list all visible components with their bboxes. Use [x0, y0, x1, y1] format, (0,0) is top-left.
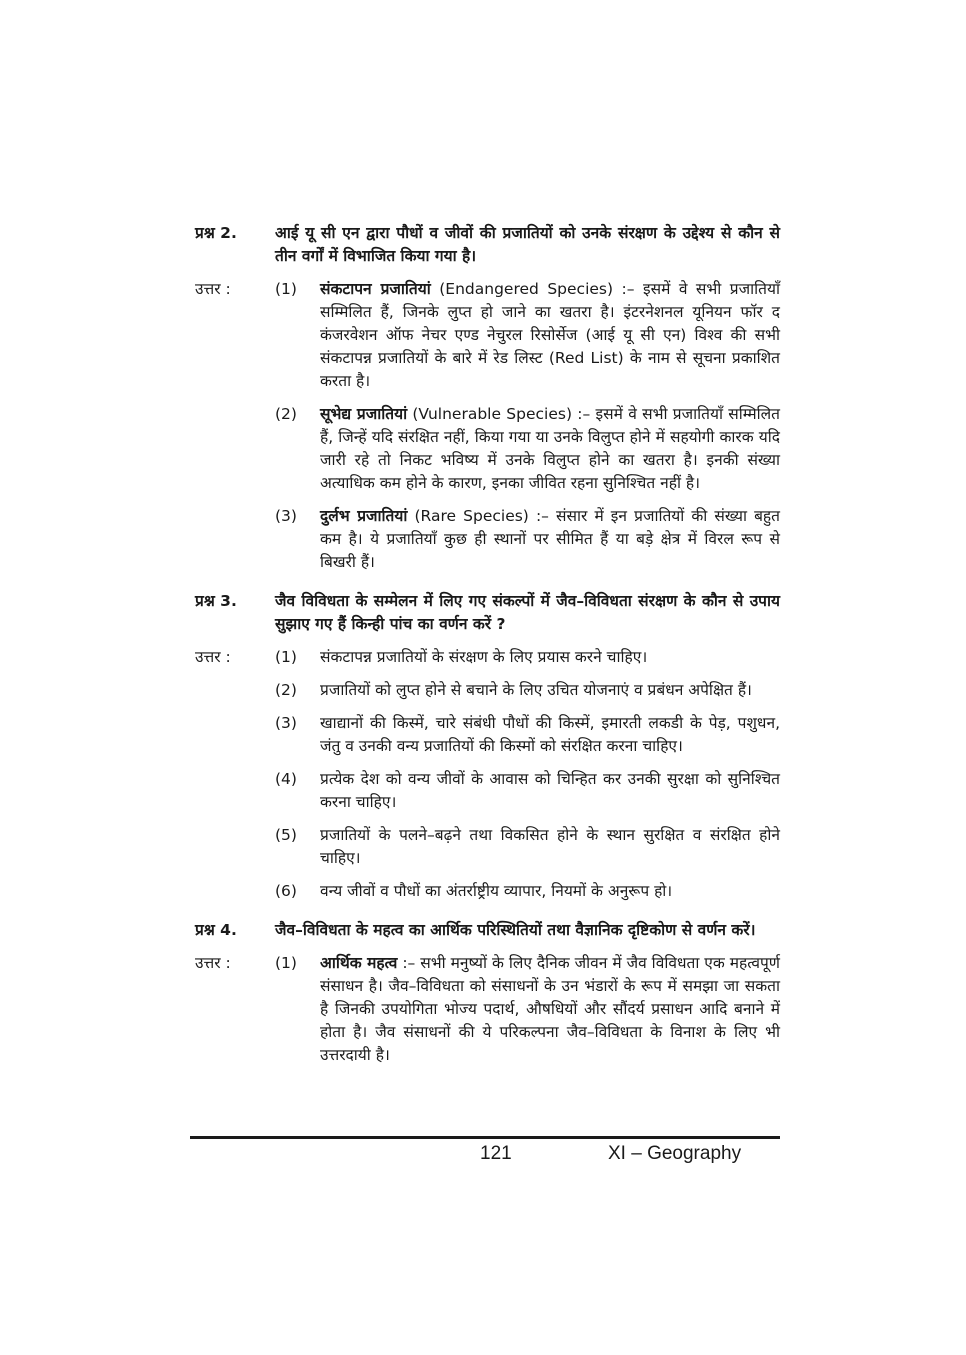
answer-item	[275, 880, 780, 903]
item-english-term: (Rare Species)	[407, 507, 529, 525]
item-text: :– सभी मनुष्यों के लिए दैनिक जीवन में जैव विविधता एक महत्वपूर्ण संसाधन है। जैव–विविधता को संसाधनों के उन भंडारों के रूप में समझा जा सकता है जिनकी उपयोगिता भोज्य पदार्थ, औषधियों और सौंदर्य प्रसाधन आदि बनाने में होता है। जैव संसाधनों की ये परिकल्पना जैव–विविधता के विनाश के लिए भी उत्तरदायी है।	[320, 954, 780, 1064]
answer-2	[195, 278, 780, 584]
question-label: प्रश्न 3.	[195, 592, 237, 610]
item-text: :– संसार में इन प्रजातियों की संख्या बहुत कम है। ये प्रजातियाँ कुछ ही स्थानों पर सीमित हैं या बड़े क्षेत्र में विरल रूप से बिखरी हैं।	[320, 507, 780, 571]
item-text: प्रत्येक देश को वन्य जीवों के आवास को चिन्हित कर उनकी सुरक्षा को सुनिश्चित करना चाहिए।	[320, 770, 780, 811]
answer-item	[275, 679, 780, 702]
item-text: प्रजातियों के पलने–बढ़ने तथा विकसित होने के स्थान सुरक्षित व संरक्षित होने चाहिए।	[320, 826, 780, 867]
item-number: (3)	[275, 507, 297, 525]
item-text: प्रजातियों को लुप्त होने से बचाने के लिए उचित योजनाएं व प्रबंधन अपेक्षित हैं।	[320, 681, 752, 699]
item-number: (5)	[275, 826, 297, 844]
item-text: :– इसमें वे सभी प्रजातियाँ सम्मिलित हैं, जिनके लुप्त हो जाने का खतरा है। इंटरनेशनल यूनियन फॉर द कंजरवेशन ऑफ नेचर एण्ड नेचुरल रिसोर्सेज (आई यू सी एन) विश्व की सभी संकटापन्न प्रजातियों के बारे में रेड लिस्ट (Red List) के नाम से सूचना प्रकाशित करता है।	[320, 280, 780, 390]
item-number: (1)	[275, 280, 297, 298]
item-heading: संकटापन प्रजातियां	[320, 280, 431, 298]
question-text: जैव विविधता के सम्मेलन में लिए गए संकल्पों में जैव–विविधता संरक्षण के कौन से उपाय सुझाए गए हैं किन्ही पांच का वर्णन करें ?	[275, 592, 780, 633]
answer-item	[275, 768, 780, 814]
item-number: (2)	[275, 405, 297, 423]
answer-item	[275, 403, 780, 495]
item-number: (6)	[275, 882, 297, 900]
answer-label: उत्तर :	[195, 954, 231, 972]
item-heading: सूभेद्य प्रजातियां	[320, 405, 408, 423]
item-english-term: (Vulnerable Species)	[407, 405, 573, 423]
answer-item	[275, 646, 780, 669]
answer-4	[195, 952, 780, 1077]
question-label: प्रश्न 4.	[195, 921, 237, 939]
item-number: (2)	[275, 681, 297, 699]
item-text: :– इसमें वे सभी प्रजातियाँ सम्मिलित हैं, जिन्हें यदि संरक्षित नहीं, किया गया या उनके विलुप्त होने में सहयोगी कारक यदि जारी रहे तो निकट भविष्य में उनके विलुप्त होने का खतरा है। इनकी संख्या अत्याधिक कम होने के कारण, इनका जीवित रहना सुनिश्चित नहीं है।	[320, 405, 781, 492]
answer-item	[275, 278, 780, 393]
item-text: संकटापन्न प्रजातियों के संरक्षण के लिए प्रयास करने चाहिए।	[320, 648, 648, 666]
item-number: (3)	[275, 714, 297, 732]
footer-divider	[190, 1136, 780, 1139]
answer-item	[275, 952, 780, 1067]
item-english-term: (Endangered Species)	[430, 280, 614, 298]
question-text: जैव–विविधता के महत्व का आर्थिक परिस्थितियों तथा वैज्ञानिक दृष्टिकोण से वर्णन करें।	[275, 921, 756, 939]
item-number: (4)	[275, 770, 297, 788]
item-number: (1)	[275, 954, 297, 972]
answer-label: उत्तर :	[195, 648, 231, 666]
footer-title: XI – Geography	[608, 1143, 742, 1164]
answer-label: उत्तर :	[195, 280, 231, 298]
item-text: खाद्यानों की किस्में, चारे संबंधी पौधों की किस्में, इमारती लकडी के पेड़, पशुधन, जंतु व उनकी वन्य प्रजातियों की किस्मों को संरक्षित करना चाहिए।	[320, 714, 780, 755]
answer-item	[275, 505, 780, 574]
page-number: 121	[480, 1143, 512, 1164]
question-text: आई यू सी एन द्वारा पौधों व जीवों की प्रजातियों को उनके संरक्षण के उद्देश्य से कौन से तीन वर्गों में विभाजित किया गया है।	[275, 224, 780, 265]
question-4	[195, 919, 780, 942]
item-heading: दुर्लभ प्रजातियां	[320, 507, 408, 525]
question-3	[195, 590, 780, 636]
answer-item	[275, 824, 780, 870]
answer-item	[275, 712, 780, 758]
item-heading: आर्थिक महत्व	[320, 954, 398, 972]
question-2	[195, 222, 780, 268]
question-label: प्रश्न 2.	[195, 224, 237, 242]
item-text: वन्य जीवों व पौधों का अंतर्राष्ट्रीय व्यापार, नियमों के अनुरूप हो।	[320, 882, 673, 900]
page-content	[195, 222, 780, 1083]
item-number: (1)	[275, 648, 297, 666]
answer-3	[195, 646, 780, 913]
